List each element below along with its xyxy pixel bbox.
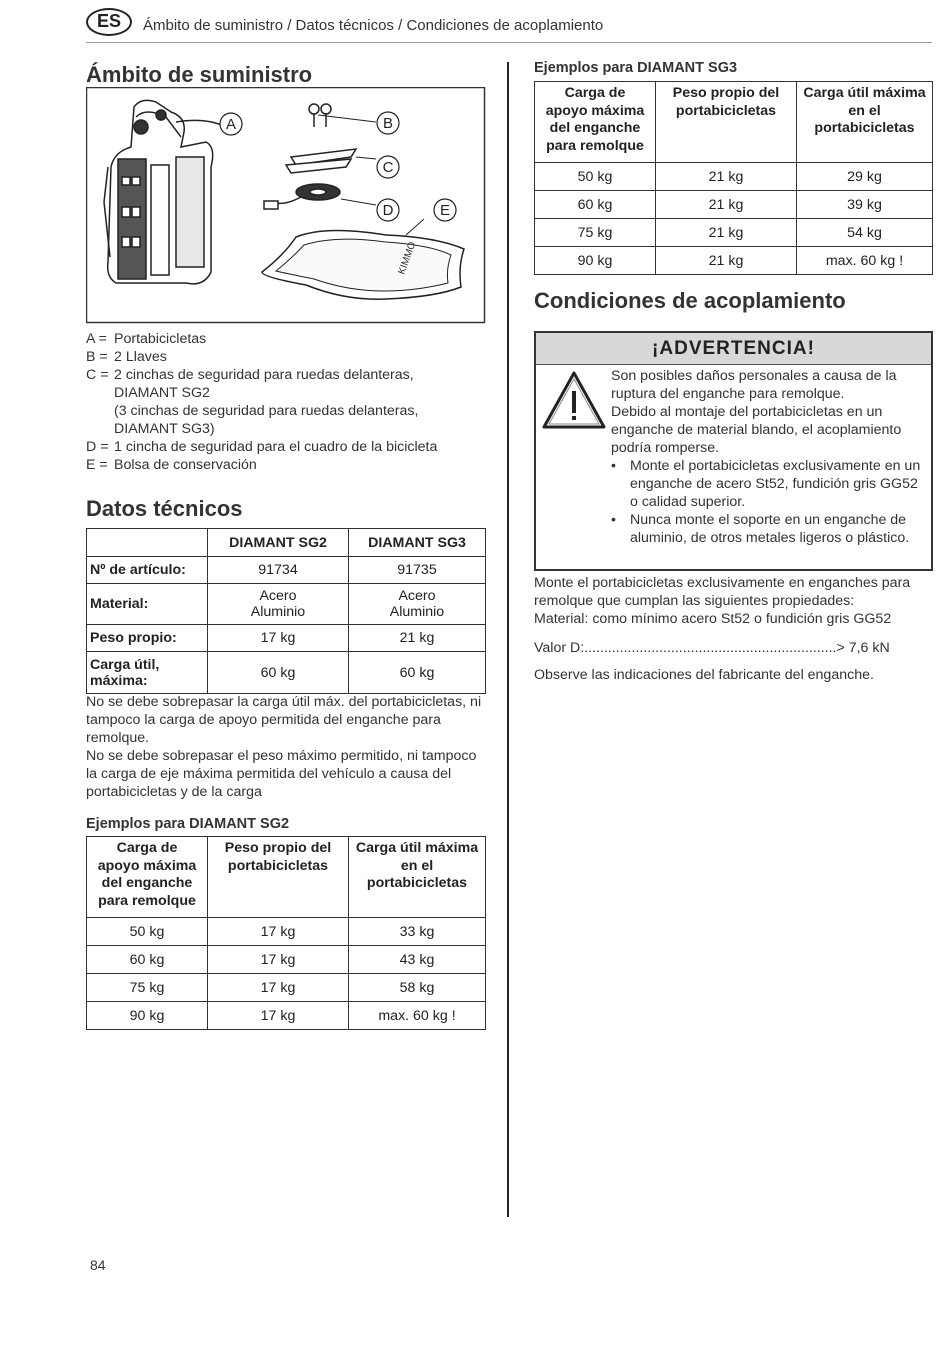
sg3-examples-table [534, 81, 933, 275]
table-cell: max. 60 kg ! [349, 1002, 486, 1030]
warning-text [611, 367, 929, 547]
sg3-examples-heading: Ejemplos para DIAMANT SG3 [534, 60, 738, 76]
table-cell: 21 kg [656, 163, 797, 191]
table-cell: 58 kg [349, 974, 486, 1002]
callout-a: A [225, 116, 237, 133]
scope-item-d: D = 1 cincha de seguridad para el cuadro de la bicicleta [86, 439, 438, 455]
warning-bullet-2: • Nunca monte el soporte en un enganche de aluminio, de otros metales ligeros o plástico. [611, 512, 910, 546]
tech-label: Material: [87, 584, 208, 625]
callout-b: B [382, 115, 394, 132]
sg3-col-hitch-load: Carga de apoyo máxima del enganche para remolque [535, 82, 656, 163]
tech-cell: 91735 [349, 557, 486, 584]
d-value-dots: ................................................................ [584, 640, 837, 656]
coupling-paragraph-1: Monte el portabicicletas exclusivamente en enganches para remolque que cumplan las siguientes propiedades: [534, 575, 911, 609]
scope-item-c-cont-2: (3 cinchas de seguridad para ruedas delanteras, [114, 403, 419, 419]
table-cell: 50 kg [535, 163, 656, 191]
warning-title: ¡ADVERTENCIA! [536, 333, 931, 365]
table-row [87, 918, 486, 946]
table-row [535, 219, 933, 247]
scope-figure [86, 87, 486, 324]
sg2-examples-heading: Ejemplos para DIAMANT SG2 [86, 816, 290, 832]
table-cell: 21 kg [656, 247, 797, 275]
d-value: > 7,6 kN [836, 640, 890, 656]
page-number: 84 [90, 1257, 106, 1273]
tech-heading: Datos técnicos [86, 496, 243, 521]
d-value-line [534, 639, 933, 657]
svg-text:KIMMO: KIMMO [396, 240, 419, 277]
sg2-examples-table [86, 836, 486, 1030]
sg3-col-max-load: Carga útil máxima en el portabicicletas [797, 82, 933, 163]
column-divider [507, 62, 509, 1217]
sg2-col-max-load: Carga útil máxima en el portabicicletas [349, 837, 486, 918]
table-row [87, 946, 486, 974]
table-row [87, 974, 486, 1002]
table-cell: 29 kg [797, 163, 933, 191]
callout-e: E [439, 202, 451, 219]
table-row [535, 191, 933, 219]
tech-label: Nº de artículo: [87, 557, 208, 584]
table-cell: 33 kg [349, 918, 486, 946]
scope-item-e: E = Bolsa de conservación [86, 457, 257, 473]
table-cell: 54 kg [797, 219, 933, 247]
table-cell: max. 60 kg ! [797, 247, 933, 275]
scope-list [86, 330, 506, 474]
scope-heading: Ámbito de suministro [86, 62, 313, 87]
warning-triangle-icon [542, 371, 606, 429]
language-badge: ES [86, 8, 132, 36]
callout-c: C [382, 159, 394, 176]
tech-label: Peso propio: [87, 625, 208, 652]
table-cell: 17 kg [208, 974, 349, 1002]
tech-note-1: No se debe sobrepasar la carga útil máx. del portabicicletas, ni tampoco la carga de apoyo permitida del enganche para remolque. [86, 694, 482, 746]
table-cell: 39 kg [797, 191, 933, 219]
coupling-paragraph-2: Observe las indicaciones del fabricante del enganche. [534, 667, 874, 683]
table-cell: 75 kg [535, 219, 656, 247]
tech-cell: 21 kg [349, 625, 486, 652]
tech-table [86, 528, 486, 694]
tech-header-empty [87, 529, 208, 557]
tech-cell: Acero Aluminio [208, 584, 349, 625]
table-cell: 21 kg [656, 219, 797, 247]
table-cell: 17 kg [208, 1002, 349, 1030]
scope-item-c-cont-3: DIAMANT SG3) [114, 421, 215, 437]
tech-label: Carga útil, máxima: [87, 652, 208, 694]
warning-box [534, 331, 933, 571]
warning-paragraph-1: Son posibles daños personales a causa de la ruptura del enganche para remolque. [611, 368, 897, 402]
callout-d: D [382, 202, 394, 219]
scope-item-a: A = Portabicicletas [86, 331, 207, 347]
tech-cell: 60 kg [349, 652, 486, 694]
table-cell: 90 kg [87, 1002, 208, 1030]
coupling-heading: Condiciones de acoplamiento [534, 288, 846, 313]
table-row [535, 247, 933, 275]
table-cell: 17 kg [208, 946, 349, 974]
table-cell: 75 kg [87, 974, 208, 1002]
d-value-label: Valor D: [534, 640, 585, 656]
table-cell: 50 kg [87, 918, 208, 946]
table-cell: 17 kg [208, 918, 349, 946]
coupling-material-line: Material: como mínimo acero St52 o fundición gris GG52 [534, 611, 892, 627]
table-cell: 60 kg [535, 191, 656, 219]
header-divider [86, 42, 932, 43]
header-title: Ámbito de suministro / Datos técnicos / Condiciones de acoplamiento [143, 17, 604, 34]
table-cell: 43 kg [349, 946, 486, 974]
tech-cell: 60 kg [208, 652, 349, 694]
tech-cell: Acero Aluminio [349, 584, 486, 625]
scope-item-b: B = 2 Llaves [86, 349, 167, 365]
table-row [535, 163, 933, 191]
table-cell: 60 kg [87, 946, 208, 974]
warning-bullet-1: • Monte el portabicicletas exclusivamente en un enganche de acero St52, fundición gris GG52 o calidad superior. [611, 458, 921, 510]
scope-item-c-cont-1: DIAMANT SG2 [114, 385, 210, 401]
tech-cell: 17 kg [208, 625, 349, 652]
tech-note-2: No se debe sobrepasar el peso máximo permitido, ni tampoco la carga de eje máxima permitida del vehículo a causa del portabicicletas y de la carga [86, 748, 477, 800]
tech-cell: 91734 [208, 557, 349, 584]
table-cell: 21 kg [656, 191, 797, 219]
warning-paragraph-2: Debido al montaje del portabicicletas en un enganche de material blando, el acoplamiento podría romperse. [611, 404, 902, 456]
tech-header-sg3: DIAMANT SG3 [349, 529, 486, 557]
scope-item-c: C = 2 cinchas de seguridad para ruedas delanteras, [86, 367, 414, 383]
tech-header-sg2: DIAMANT SG2 [208, 529, 349, 557]
sg2-col-hitch-load: Carga de apoyo máxima del enganche para remolque [87, 837, 208, 918]
table-cell: 90 kg [535, 247, 656, 275]
sg2-col-own-weight: Peso propio del portabicicletas [208, 837, 349, 918]
sg3-col-own-weight: Peso propio del portabicicletas [656, 82, 797, 163]
table-row [87, 1002, 486, 1030]
